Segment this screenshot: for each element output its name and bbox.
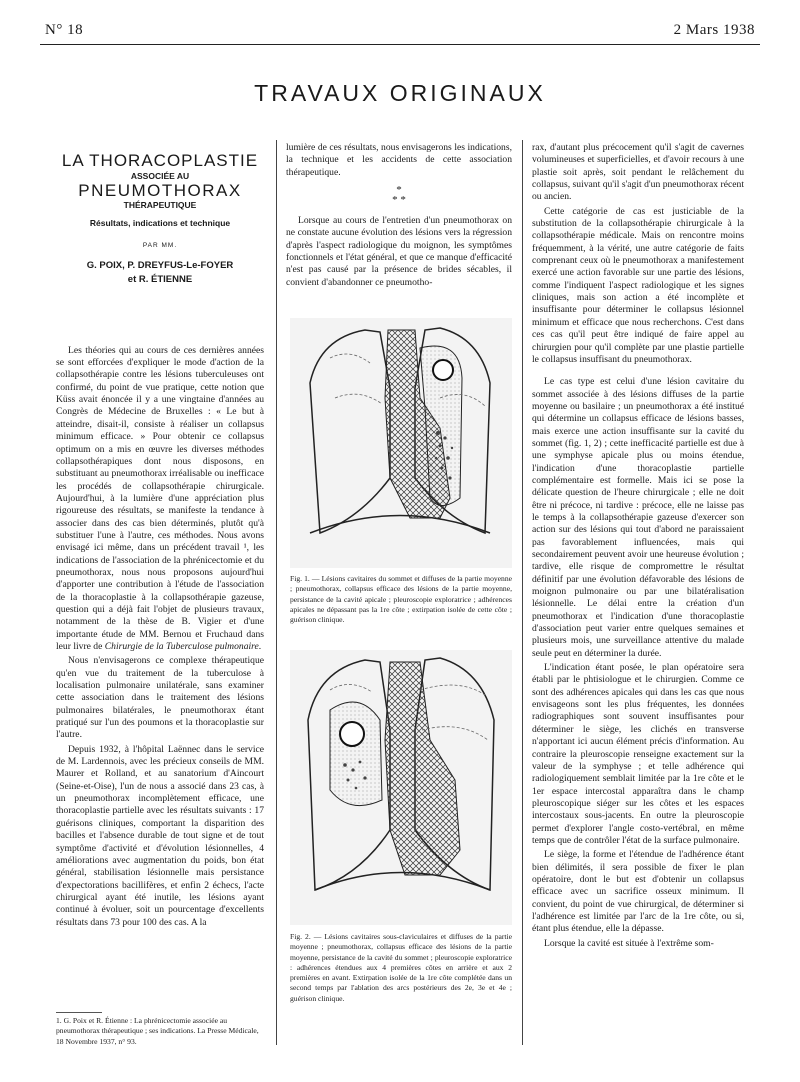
section-break-bottom: * * [392, 194, 406, 207]
col3-paragraph-5: Le siège, la forme et l'étendue de l'adhérence étant bien délimités, il sera possible de fixer le plan opératoire, dont le but est d'obtenir un collapsus efficace avec un sacrifice osseux minimum. Il convient, du point de vue chirurgical, de déterminer si l'adhérence est limitée par l'arc de la 1re côte, ou si, étant plus étendue, elle la dépasse. [532, 849, 744, 935]
article-title-line3: PNEUMOTHORAX [78, 180, 242, 200]
section-break [286, 185, 512, 205]
article-title-block [56, 151, 264, 287]
article-authors-line1: G. POIX, P. DREYFUS-Le-FOYER [86, 260, 234, 272]
figure-2-collapsed-lung [330, 702, 382, 806]
issue-number: N° 18 [45, 22, 84, 38]
article-par: PAR MM. [142, 241, 178, 249]
article-title-line2: ASSOCIÉE AU [130, 171, 190, 182]
col3-paragraph-4: L'indication étant posée, le plan opératoire sera établi par le phtisiologue et le chirurgien. Comme ce sont des adhérences apicales qui dans les cas que nous envisageons sont les plus fréquentes, les données radiographiques sont souvent insuffisantes pour déterminer le siège, les clichés en transverse n'apportant ici aucun élément précis d'information. Au contraire la pleuroscopie renseigne exactement sur la valeur de la symphyse ; et telle adhérence qui radiologiquement semblait limitée par la 1re côte et le 1er espace intercostal apparaîtra dans le champ pleuroscopique siéger sur les côtes et les espaces intercostaux sous-jacents. En outre la pleuroscopie permet d'explorer l'angle costo-vertébral, en même temps que de contrôler l'état de la surface pulmonaire. [532, 662, 744, 846]
col3-paragraph-1: rax, d'autant plus précocement qu'il s'agit de cavernes volumineuses et superficielles, et d'avoir recours à une plastie soit après, soit pendant le relâchement du collapsus, suivant qu'il s'agit d'un pneumothorax récent ou ancien. [532, 142, 744, 203]
section-title: TRAVAUX ORIGINAUX [254, 80, 546, 106]
col1-paragraph-2: Nous n'envisagerons ce complexe thérapeutique qu'en vue du traitement de la tuberculose à localisation pulmonaire unilatérale, sans examiner cette association dans le traitement des lésions pulmonaires bilatérales, le pneumothorax étant pratiqué sur l'un des poumons et la thoracoplastie sur l'autre. [56, 655, 264, 741]
column-3 [532, 142, 744, 950]
col1-paragraph-1 [56, 345, 264, 654]
issue-date: 2 Mars 1938 [673, 22, 755, 38]
figure-1 [290, 318, 512, 568]
col1-book-title: Chirurgie de la Tuberculose pulmonaire [104, 641, 259, 652]
col1-paragraph-1-end: . [258, 641, 262, 652]
figure-2-cavity [340, 722, 364, 746]
col1-paragraph-1-text: Les théories qui au cours de ces dernières années se sont efforcées d'expliquer le mode d'action de la collapsothérapie contre les lésions tuberculeuses ont confirmé, du point de vue pratique, cette notion que Küss avait énoncée il y a une vingtaine d'années au Congrès de Médecine de Bruxelles : « Le but à atteindre, disait-il, consiste à réaliser un collapsus minimum efficace. » Pour obtenir ce collapsus optimum on a mis en œuvre les diverses méthodes collapsothérapiques dont nous disposons, en substituant au pneumothorax irréalisable ou inefficace les procédés de collapsothérapie chirurgicale. Aujourd'hui, à la lumière d'une appréciation plus rigoureuse des résultats, se manifeste la tendance à associer dans des cas bien déterminés, plutôt qu'à substituer l'une à l'autre, ces méthodes. Nous avons envisagé ici même, dans un précédent travail ¹, les indications de l'association de la phrénicectomie et du pneumothorax, nous nous proposons aujourd'hui d'apporter une contribution à l'étude de l'association de la thoracoplastie à la collapsothérapie gazeuse, question qui a déjà fait l'objet de plusieurs travaux, notamment de la thèse de B. Vigier et d'une importante étude de MM. Bernou et Fruchaud dans leur livre de [56, 344, 264, 652]
col3-paragraph-3: Le cas type est celui d'une lésion cavitaire du sommet associée à des lésions diffuses de la partie moyenne ou basilaire ; un pneumothorax a été institué qui détermine un collapsus efficace de lésions basses, mais exerce une action insuffisante sur la cavité du sommet (fig. 1, 2) ; cette inefficacité partielle est due à une symphyse apicale plus ou moins étendue, l'indication d'une thoracoplastie partielle complémentaire est formelle. Mais ici se pose la délicate question de l'heure chirurgicale ; elle ne doit être ni précoce, ni tardive : précoce, elle ne laisse pas le temps à la collapsothérapie gazeuse d'exercer son action sur des lésions qui tout d'abord ne paraissaient pas favorablement influencées, mais qui secondairement peuvent avoir une heureuse évolution ; tardive, elle risque de compromettre le résultat définitif par une évolution défavorable des lésions de moignon pulmonaire ou par une bilatéralisation lésionnelle. Le délai entre la création d'un pneumothorax et l'indication d'une thoracoplastie d'association peut varier entre quelques semaines et plusieurs mois, une surveillance attentive du malade seule peut en déterminer la durée. [532, 376, 744, 659]
header-rule [40, 44, 760, 45]
figure-1-caption: Fig. 1. — Lésions cavitaires du sommet et diffuses de la partie moyenne ; pneumothorax, collapsus efficace des lésions de la partie moyenne, persistance de la cavité apicale ; pleuroscopie exploratrice ; adhérences apicales ne dépassant pas la 1re côte ; extirpation isolée de cette côte ; guérison clinique. [290, 574, 512, 625]
section-break-top: * [396, 184, 402, 197]
footnote-rule [56, 1012, 102, 1013]
col3-paragraph-6: Lorsque la cavité est située à l'extrême som- [544, 937, 714, 949]
column-divider-right [522, 140, 523, 1045]
figure-1-apical-cavity [433, 360, 453, 380]
column-1-body [56, 345, 264, 929]
figure-2 [290, 650, 512, 925]
article-subtitle: Résultats, indications et technique [89, 218, 231, 229]
footnote: 1. G. Poix et R. Étienne : La phrénicectomie associée au pneumothorax thérapeutique ; ses indications. La Presse Médicale, 18 Novembre 1937, n° 93. [56, 1016, 259, 1046]
article-title-line4: THÉRAPEUTIQUE [123, 200, 197, 211]
figure-2-caption: Fig. 2. — Lésions cavitaires sous-claviculaires et diffuses de la partie moyenne ; pneumothorax, collapsus efficace des lésions de la partie moyenne, persistance de la cavité du sommet ; pleuroscopie exploratrice : adhérences étendues aux 4 premières côtes en arrière et aux 2 premières en avant. Extirpation isolée de la 1re côte complétée dans un second temps par l'ablation des arcs postérieurs des 2e, 3e et 4e ; guérison clinique. [290, 932, 512, 1003]
col2-paragraph-2: Lorsque au cours de l'entretien d'un pneumothorax on ne constate aucune évolution des lésions vers la régression d'après l'aspect radiologique du moignon, les symptômes fonctionnels et l'état général, et que ce manque d'efficacité n'est pas causé par la présence de brides sécables, il convient d'abandonner ce pneumotho- [286, 215, 512, 288]
col3-paragraph-2: Cette catégorie de cas est justiciable de la substitution de la collapsothérapie chirurgicale à la collapsothérapie médicale. Mais on rencontre moins fréquemment, à la vérité, une autre catégorie de faits comprenant ceux où le pneumothorax a manifestement exercé une action favorable sur une partie des lésions, comme l'indiquent l'aspect radiologique et les signes cliniques, mais son action a été incomplète et insuffisante pour déterminer le collapsus lésionnel minimum et efficace que nous recherchons. C'est dans ces cas qu'il peut être indiqué de faire appel au chirurgien pour qu'il complète par une plastie partielle le collapsus insuffisant du pneumothorax. [532, 205, 744, 365]
col1-paragraph-3: Depuis 1932, à l'hôpital Laënnec dans le service de M. Lardennois, avec les précieux conseils de MM. Maurer et Rolland, et au sanatorium d'Aincourt (Seine-et-Oise), l'un de nous a associé dans 23 cas, à un pneumothorax incomplètement efficace, une thoracoplastie partielle avec les résultats suivants : 17 guérisons cliniques, comportant la disparition des bacilles et l'absence durable de tout signe et de tout symptôme d'activité et d'évolution lésionnelles, 4 améliorations avec augmentation du poids, bon état général, stabilisation lésionnelle mais persistance d'expectorations bacillifères, et enfin 2 échecs, l'acte chirurgical ayant été inutile, les lésions ayant continué à évoluer, soit un pourcentage d'excellents résultats dans 73 pour 100 des cas. A la [56, 743, 264, 928]
column-divider-left [276, 140, 277, 1045]
column-2-top [286, 142, 512, 289]
column-1 [56, 151, 264, 929]
article-authors-line2: et R. ÉTIENNE [127, 274, 193, 286]
col2-paragraph-1: lumière de ces résultats, nous envisagerons les indications, la technique et les accidents de cette association thérapeutique. [286, 142, 512, 178]
article-title-line1: LA THORACOPLASTIE [61, 151, 259, 170]
